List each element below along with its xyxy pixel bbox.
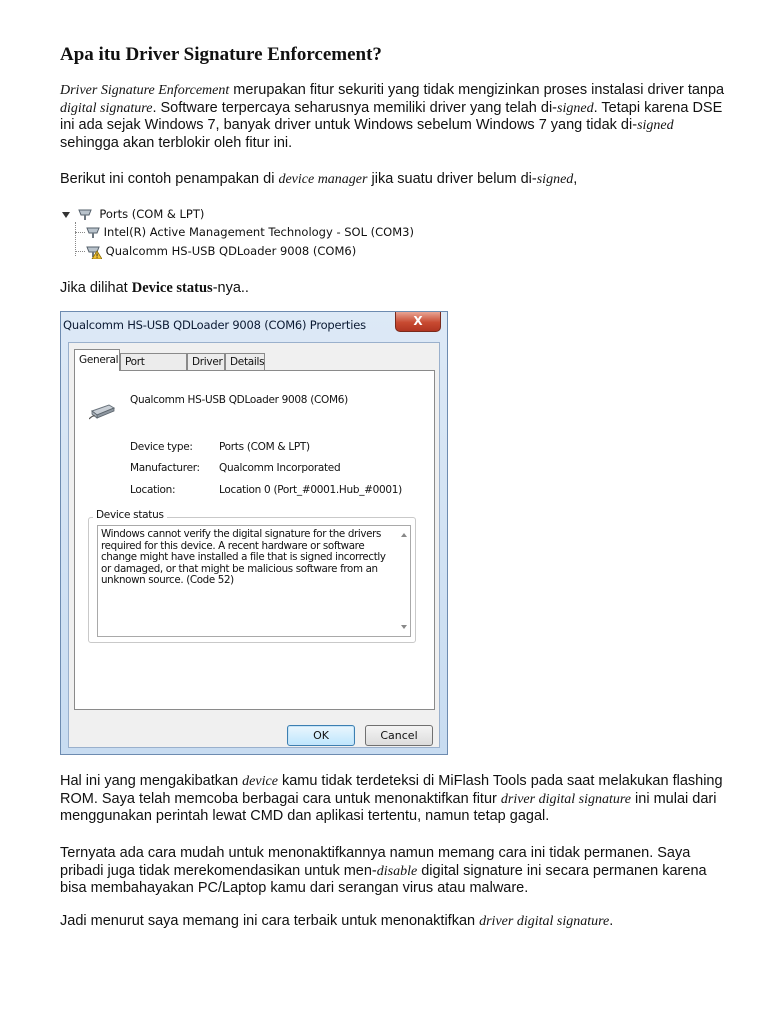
device-name: Qualcomm HS-USB QDLoader 9008 (COM6) xyxy=(130,394,348,406)
serial-port-device-icon xyxy=(89,399,117,421)
dialog-title: Qualcomm HS-USB QDLoader 9008 (COM6) Properties xyxy=(63,318,366,332)
warning-port-icon xyxy=(86,245,102,259)
paragraph-recommendation: Ternyata ada cara mudah untuk menonaktifkannya namun memang cara ini tidak permanen. Saya pribadi juga tidak merekomendasikan untuk men-disable digital signature ini secara permanen karena bisa membahayakan PC/Laptop kamu dari serangan virus atau malware. xyxy=(60,845,707,896)
tab-driver[interactable]: Driver xyxy=(187,353,225,370)
paragraph-conclusion: Jadi menurut saya memang ini cara terbaik untuk menonaktifkan driver digital signature. xyxy=(60,913,614,929)
dialog-client-area xyxy=(68,342,440,748)
paragraph-effect: Hal ini yang mengakibatkan device kamu tidak terdeteksi di MiFlash Tools pada saat melakukan flashing ROM. Saya telah memcoba berbagai cara untuk menonaktifkan fitur driver digital signature ini mulai dari menggunakan perintah lewat CMD dan aplikasi tertentu, namun tetap gagal. xyxy=(60,773,723,824)
port-connector-icon xyxy=(86,226,100,239)
scroll-down-arrow-icon[interactable] xyxy=(401,625,407,629)
paragraph-device-status: Jika dilihat Device status-nya.. xyxy=(60,280,249,296)
properties-dialog xyxy=(60,311,448,755)
expand-arrow-icon[interactable] xyxy=(62,212,70,218)
device-status-textbox[interactable] xyxy=(97,525,411,637)
tab-details[interactable]: Details xyxy=(225,353,265,370)
paragraph-example: Berikut ini contoh penampakan di device manager jika suatu driver belum di-signed, xyxy=(60,171,578,187)
device-type-value: Ports (COM & LPT) xyxy=(219,441,310,453)
tree-item-ports[interactable]: Ports (COM & LPT) xyxy=(62,206,204,222)
location-label: Location: xyxy=(130,484,176,496)
tab-general[interactable]: General xyxy=(74,349,120,371)
tree-item-intel-sol[interactable]: Intel(R) Active Management Technology - SOL (COM3) xyxy=(86,224,414,240)
port-connector-icon xyxy=(78,208,92,221)
location-value: Location 0 (Port_#0001.Hub_#0001) xyxy=(219,484,402,496)
manufacturer-label: Manufacturer: xyxy=(130,462,200,474)
device-status-label: Device status xyxy=(93,509,167,521)
close-button[interactable]: X xyxy=(395,312,441,332)
scroll-up-arrow-icon[interactable] xyxy=(401,533,407,537)
tree-item-qualcomm[interactable]: Qualcomm HS-USB QDLoader 9008 (COM6) xyxy=(86,243,356,259)
paragraph-intro: Driver Signature Enforcement merupakan fitur sekuriti yang tidak mengizinkan proses instalasi driver tanpa digital signature. Software terpercaya seharusnya memiliki driver yang telah di-signed. Tetapi karena DSE ini ada sejak Windows 7, banyak driver untuk Windows sebelum Windows 7 yang tidak di-signed sehingga akan terblokir oleh fitur ini. xyxy=(60,82,725,151)
device-type-label: Device type: xyxy=(130,441,193,453)
page-title: Apa itu Driver Signature Enforcement? xyxy=(60,44,382,65)
ok-button[interactable]: OK xyxy=(287,725,355,746)
dialog-titlebar[interactable] xyxy=(61,312,447,340)
device-status-text: Windows cannot verify the digital signature for the drivers required for this device. A recent hardware or software change might have installed a file that is signed incorrectly or damaged, or that might be malicious software from an unknown source. (Code 52) xyxy=(101,528,386,586)
device-manager-tree xyxy=(60,206,460,262)
cancel-button[interactable]: Cancel xyxy=(365,725,433,746)
term-dse: Driver Signature Enforcement xyxy=(60,83,230,98)
tab-port-settings[interactable]: Port xyxy=(120,353,187,370)
manufacturer-value: Qualcomm Incorporated xyxy=(219,462,341,474)
general-tab-panel xyxy=(74,370,435,710)
